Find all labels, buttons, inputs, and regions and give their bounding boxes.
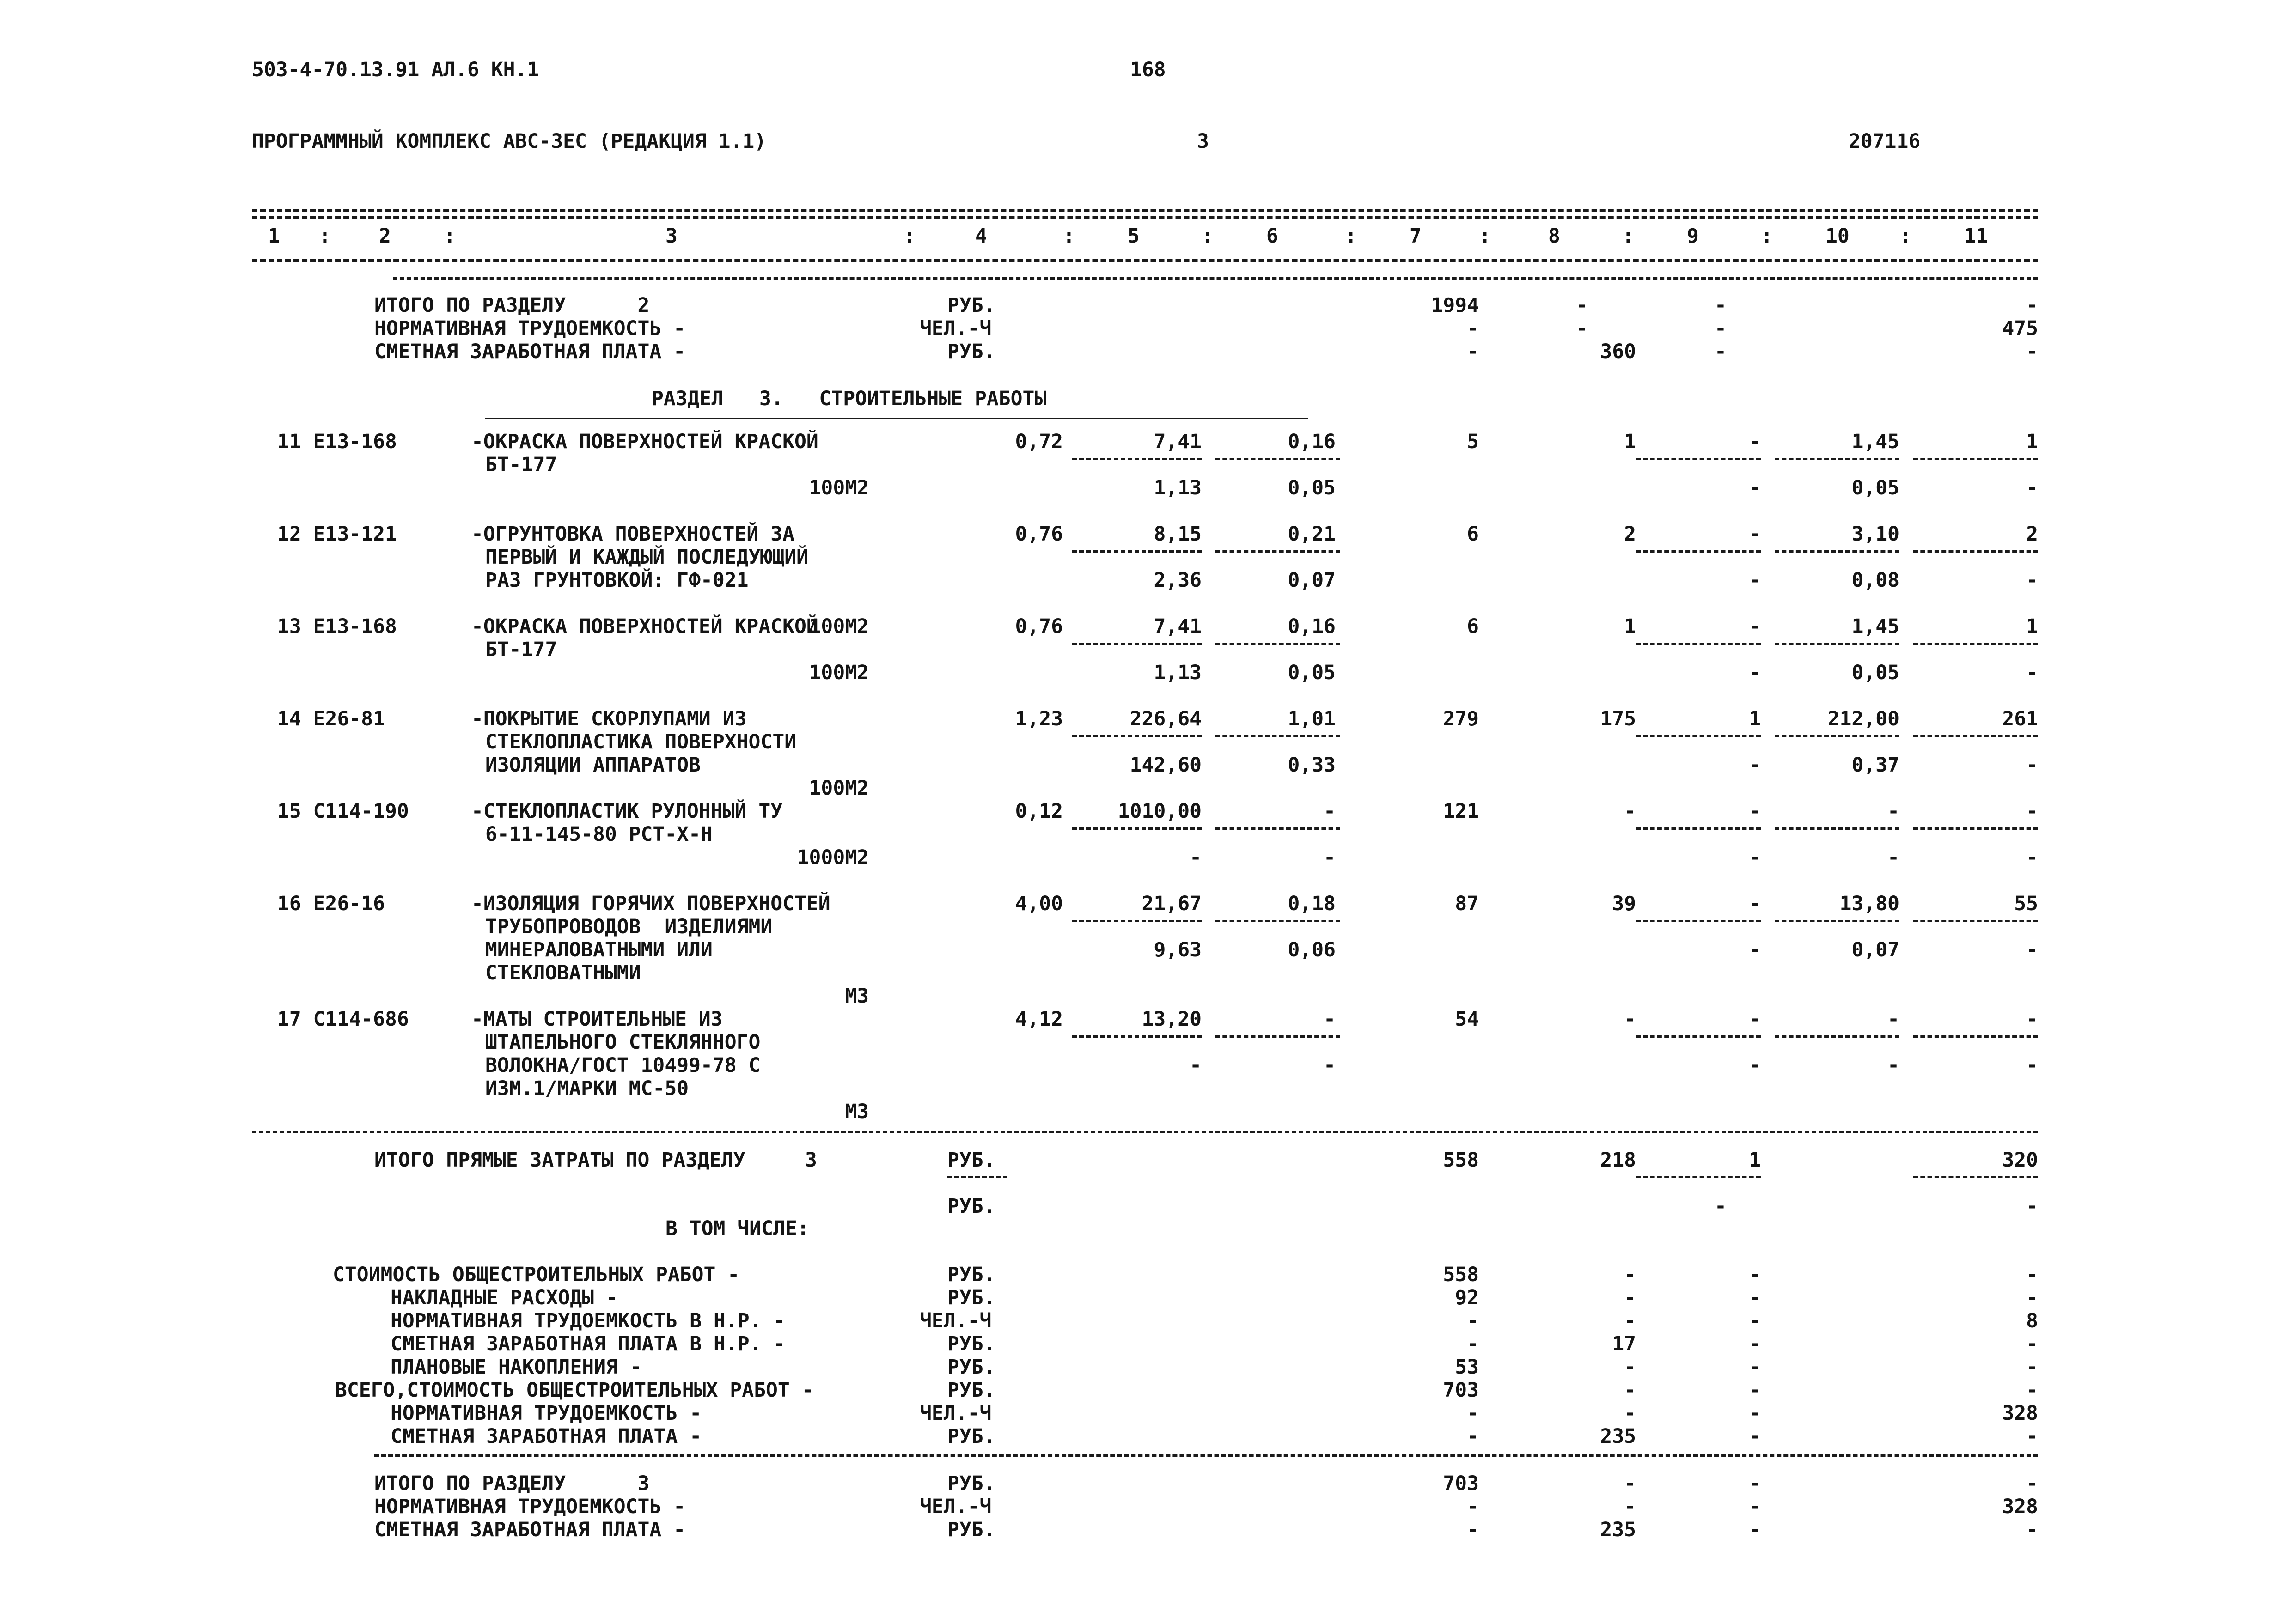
col-header: 9 [1687,225,1699,248]
subtotal-rule [1072,827,1202,830]
row-total: 54 [1455,1008,1479,1031]
subtotal-rule [1913,550,2038,553]
row-quantity: 4,12 [1015,1008,1063,1031]
subtotal-rule [1913,920,2038,922]
row-unit-price-b: - [1190,846,1202,869]
row-c11b: - [2026,661,2038,684]
row-description: -ИЗОЛЯЦИЯ ГОРЯЧИХ ПОВЕРХНОСТЕЙ [471,892,830,915]
row-description: СТЕКЛОПЛАСТИКА ПОВЕРХНОСТИ [485,730,797,754]
row-unit-wage: 0,16 [1288,430,1336,453]
row-quantity: 0,72 [1015,430,1063,453]
row-description: БТ-177 [485,638,557,661]
final-line-label: СМЕТНАЯ ЗАРАБОТНАЯ ПЛАТА - [374,1518,686,1541]
row-unit: 100М2 [809,661,869,684]
subtotal-rule [1775,550,1899,553]
row-description: -ОКРАСКА ПОВЕРХНОСТЕЙ КРАСКОЙ [471,430,818,453]
row-unit-wage-b: - [1324,846,1336,869]
row-quantity: 4,00 [1015,892,1063,915]
direct-c11: 320 [2002,1149,2038,1172]
row-total: 121 [1443,800,1479,823]
row-c10: 13,80 [1839,892,1899,915]
prev-total-label: ИТОГО ПО РАЗДЕЛУ 2 [374,294,650,317]
direct-c11-rule [1913,1176,2038,1178]
row-c10b: 0,05 [1851,661,1899,684]
row-c9b: - [1749,938,1761,961]
row-unit-price: 21,67 [1142,892,1202,915]
row-unit-price: 13,20 [1142,1008,1202,1031]
prev-labor-c11: 475 [2002,317,2038,340]
row-quantity: 0,12 [1015,800,1063,823]
row-description: СТЕКЛОВАТНЫМИ [485,961,641,985]
col-separator: : [1761,225,1773,248]
final-line-unit: ЧЕЛ.-Ч [920,1495,992,1518]
row-unit-price-b: 2,36 [1154,569,1202,592]
row-total: 6 [1467,523,1479,546]
row-unit-wage-b: - [1324,1054,1336,1077]
row-description: МИНЕРАЛОВАТНЫМИ ИЛИ [485,938,713,961]
row-total: 279 [1443,707,1479,730]
row-c9: - [1749,1008,1761,1031]
including-label: В ТОМ ЧИСЛЕ: [665,1217,809,1240]
subtotal-rule [1215,1035,1340,1038]
breakdown-line-unit: РУБ. [947,1356,995,1379]
subtotal-rule [1636,827,1761,830]
row-c11: 1 [2026,430,2038,453]
rule-final-top [374,1454,2038,1457]
breakdown-line-c9: - [1749,1379,1761,1402]
breakdown-line-c11: - [2026,1332,2038,1356]
breakdown-line-c9: - [1749,1332,1761,1356]
subtotal-rule [1072,458,1202,460]
row-description: РАЗ ГРУНТОВКОЙ: ГФ-021 [485,569,749,592]
row-c11: - [2026,1008,2038,1031]
direct-c9-rule [1636,1176,1761,1178]
breakdown-line-c8: - [1624,1402,1636,1425]
breakdown-line-label: НОРМАТИВНАЯ ТРУДОЕМКОСТЬ - [391,1402,702,1425]
row-c11b: - [2026,846,2038,869]
subtotal-rule [1215,643,1340,645]
subtotal-rule [1636,735,1761,737]
breakdown-line-c8: - [1624,1356,1636,1379]
prev-total-c11: - [2026,294,2038,317]
breakdown-line-c8: 17 [1612,1332,1636,1356]
final-line-c7: - [1467,1518,1479,1541]
subtotal-rule [1913,735,2038,737]
row-c9b: - [1749,846,1761,869]
row-c11: 261 [2002,707,2038,730]
breakdown-line-c11: 8 [2026,1309,2038,1332]
subtotal-rule [1072,735,1202,737]
subtotal-rule [1913,643,2038,645]
breakdown-line-label: ВСЕГО,СТОИМОСТЬ ОБЩЕСТРОИТЕЛЬНЫХ РАБОТ - [335,1379,814,1402]
final-line-c11: - [2026,1518,2038,1541]
sheet-number: 3 [1197,130,1209,153]
row-description: -ОКРАСКА ПОВЕРХНОСТЕЙ КРАСКОЙ [471,615,818,638]
row-unit-price: 226,64 [1129,707,1202,730]
breakdown-line-label: СМЕТНАЯ ЗАРАБОТНАЯ ПЛАТА В Н.Р. - [391,1332,786,1356]
subtotal-rule [1636,643,1761,645]
col-separator: : [319,225,331,248]
row-c9: - [1749,523,1761,546]
row-unit-price: 7,41 [1154,430,1202,453]
row-code: 15 С114-190 [277,800,409,823]
subtotal-rule [1072,1035,1202,1038]
col-header: 7 [1410,225,1422,248]
row-unit-wage: - [1324,800,1336,823]
breakdown-line-label: СМЕТНАЯ ЗАРАБОТНАЯ ПЛАТА - [391,1425,702,1448]
row-unit-price-b: 142,60 [1129,754,1202,777]
breakdown-line-c7: 558 [1443,1263,1479,1286]
direct-c9b: - [1715,1195,1727,1218]
prev-wage-c7: - [1467,340,1479,363]
row-description: ПЕРВЫЙ И КАЖДЫЙ ПОСЛЕДУЮЩИЙ [485,546,808,569]
row-c10b: 0,07 [1851,938,1899,961]
row-c9: 1 [1749,707,1761,730]
col-header: 1 [268,225,280,248]
final-line-unit: РУБ. [947,1518,995,1541]
row-c9b: - [1749,1054,1761,1077]
subtotal-rule [1775,827,1899,830]
row-description: -ОГРУНТОВКА ПОВЕРХНОСТЕЙ ЗА [471,523,794,546]
row-c10: - [1887,800,1899,823]
row-unit-price-b: 1,13 [1154,661,1202,684]
row-unit-wage-b: 0,05 [1288,476,1336,499]
prev-wage-c11: - [2026,340,2038,363]
row-unit-price: 7,41 [1154,615,1202,638]
row-description: ВОЛОКНА/ГОСТ 10499-78 С [485,1054,761,1077]
direct-c8: 218 [1600,1149,1636,1172]
subtotal-rule [1215,735,1340,737]
row-unit: 100М2 [809,615,869,638]
final-line-label: НОРМАТИВНАЯ ТРУДОЕМКОСТЬ - [374,1495,686,1518]
breakdown-line-c9: - [1749,1286,1761,1309]
rule-direct-top [252,1131,2038,1133]
breakdown-line-unit: РУБ. [947,1286,995,1309]
prev-wage-c8: 360 [1600,340,1636,363]
breakdown-line-c7: - [1467,1402,1479,1425]
final-line-c7: - [1467,1495,1479,1518]
breakdown-line-c7: - [1467,1332,1479,1356]
col-separator: : [444,225,456,248]
breakdown-line-unit: РУБ. [947,1425,995,1448]
final-line-label: ИТОГО ПО РАЗДЕЛУ 3 [374,1472,650,1495]
col-separator: : [904,225,916,248]
subtotal-rule [1636,458,1761,460]
direct-c11b: - [2026,1195,2038,1218]
row-wage-total: 1 [1624,430,1636,453]
row-description: ИЗМ.1/МАРКИ МС-50 [485,1077,689,1100]
row-unit-wage-b: 0,06 [1288,938,1336,961]
subtotal-rule [1636,1035,1761,1038]
row-unit-wage: 0,16 [1288,615,1336,638]
final-line-c8: - [1624,1495,1636,1518]
breakdown-line-c9: - [1749,1425,1761,1448]
row-description: -СТЕКЛОПЛАСТИК РУЛОННЫЙ ТУ [471,800,783,823]
row-description: 6-11-145-80 РСТ-Х-Н [485,823,713,846]
row-unit: М3 [845,1100,869,1123]
row-c11b: - [2026,569,2038,592]
row-c10b: 0,08 [1851,569,1899,592]
rule-top [252,209,2038,212]
subtotal-rule [1775,458,1899,460]
row-unit: 100М2 [809,777,869,800]
row-quantity: 0,76 [1015,615,1063,638]
row-c11b: - [2026,476,2038,499]
prev-labor-c8: - [1576,317,1588,340]
row-unit-wage: 0,18 [1288,892,1336,915]
breakdown-line-label: НОРМАТИВНАЯ ТРУДОЕМКОСТЬ В Н.Р. - [391,1309,786,1332]
row-unit: М3 [845,985,869,1008]
row-total: 87 [1455,892,1479,915]
subtotal-rule [1775,1035,1899,1038]
program-title: ПРОГРАММНЫЙ КОМПЛЕКС АВС-3ЕС (РЕДАКЦИЯ 1.1) [252,130,767,153]
prev-wage-unit: РУБ. [947,340,995,363]
subtotal-rule [1775,735,1899,737]
prev-total-unit: РУБ. [947,294,995,317]
row-c9: - [1749,615,1761,638]
row-unit: 1000М2 [797,846,869,869]
row-total: 5 [1467,430,1479,453]
col-separator: : [1899,225,1911,248]
col-separator: : [1345,225,1357,248]
prev-labor-c9: - [1715,317,1727,340]
col-header: 4 [975,225,987,248]
direct-label: ИТОГО ПРЯМЫЕ ЗАТРАТЫ ПО РАЗДЕЛУ 3 [374,1149,817,1172]
row-c11: - [2026,800,2038,823]
subtotal-rule [1215,458,1340,460]
row-unit-wage: 0,21 [1288,523,1336,546]
final-line-c7: 703 [1443,1472,1479,1495]
subtotal-rule [1072,920,1202,922]
breakdown-line-label: СТОИМОСТЬ ОБЩЕСТРОИТЕЛЬНЫХ РАБОТ - [333,1263,740,1286]
row-c10: 212,00 [1827,707,1899,730]
final-line-c8: 235 [1600,1518,1636,1541]
row-description: -ПОКРЫТИЕ СКОРЛУПАМИ ИЗ [471,707,747,730]
row-c10b: 0,37 [1851,754,1899,777]
col-header: 5 [1128,225,1140,248]
section-title: РАЗДЕЛ 3. СТРОИТЕЛЬНЫЕ РАБОТЫ [652,387,1047,410]
final-line-c9: - [1749,1518,1761,1541]
row-c10b: - [1887,846,1899,869]
col-header: 3 [665,225,678,248]
final-line-c8: - [1624,1472,1636,1495]
direct-unit: РУБ. [947,1149,995,1172]
subtotal-rule [1913,458,2038,460]
prev-labor-label: НОРМАТИВНАЯ ТРУДОЕМКОСТЬ - [374,317,686,340]
subtotal-rule [1215,827,1340,830]
col-separator: : [1479,225,1491,248]
subtotal-rule [1215,550,1340,553]
final-line-c9: - [1749,1472,1761,1495]
row-description: БТ-177 [485,453,557,476]
breakdown-line-c7: 703 [1443,1379,1479,1402]
row-c11b: - [2026,754,2038,777]
row-code: 11 Е13-168 [277,430,397,453]
col-header: 11 [1964,225,1988,248]
row-wage-total: 39 [1612,892,1636,915]
breakdown-line-c8: 235 [1600,1425,1636,1448]
breakdown-line-c11: 328 [2002,1402,2038,1425]
breakdown-line-unit: ЧЕЛ.-Ч [920,1402,992,1425]
col-separator: : [1063,225,1075,248]
row-c10b: - [1887,1054,1899,1077]
row-quantity: 1,23 [1015,707,1063,730]
breakdown-line-unit: ЧЕЛ.-Ч [920,1309,992,1332]
breakdown-line-c8: - [1624,1379,1636,1402]
row-c10: 1,45 [1851,615,1899,638]
prev-total-c8: - [1576,294,1588,317]
breakdown-line-c7: - [1467,1309,1479,1332]
row-c10: 3,10 [1851,523,1899,546]
breakdown-line-c8: - [1624,1309,1636,1332]
breakdown-line-c8: - [1624,1263,1636,1286]
col-header: 8 [1548,225,1560,248]
prev-wage-c9: - [1715,340,1727,363]
breakdown-line-label: НАКЛАДНЫЕ РАСХОДЫ - [391,1286,618,1309]
col-header: 10 [1825,225,1850,248]
breakdown-line-c7: - [1467,1425,1479,1448]
breakdown-line-c11: - [2026,1356,2038,1379]
page-number: 168 [1130,58,1166,81]
section-title-underline [485,414,1308,420]
row-unit-wage-b: 0,05 [1288,661,1336,684]
document-code: 503-4-70.13.91 АЛ.6 КН.1 [252,58,539,81]
row-c10: 1,45 [1851,430,1899,453]
subtotal-rule [1775,643,1899,645]
subtotal-rule [1913,827,2038,830]
prev-labor-c7: - [1467,317,1479,340]
row-unit-price-b: - [1190,1054,1202,1077]
breakdown-line-c11: - [2026,1425,2038,1448]
breakdown-line-c11: - [2026,1263,2038,1286]
row-c11b: - [2026,938,2038,961]
subtotal-rule [1775,920,1899,922]
breakdown-line-c8: - [1624,1286,1636,1309]
subtotal-rule [1215,920,1340,922]
row-c10b: 0,05 [1851,476,1899,499]
breakdown-line-unit: РУБ. [947,1263,995,1286]
row-unit-price: 8,15 [1154,523,1202,546]
row-c9: - [1749,430,1761,453]
subtotal-rule [1913,1035,2038,1038]
row-unit-price-b: 1,13 [1154,476,1202,499]
row-c9b: - [1749,754,1761,777]
prev-total-c9: - [1715,294,1727,317]
direct-unit-rule [947,1176,1007,1178]
row-wage-total: 175 [1600,707,1636,730]
row-c9b: - [1749,661,1761,684]
prev-total-c7: 1994 [1431,294,1479,317]
col-separator: : [1622,225,1634,248]
breakdown-line-c9: - [1749,1402,1761,1425]
row-code: 16 Е26-16 [277,892,385,915]
row-c11: 55 [2014,892,2038,915]
breakdown-line-c11: - [2026,1379,2038,1402]
row-code: 14 Е26-81 [277,707,385,730]
breakdown-line-c9: - [1749,1356,1761,1379]
row-wage-total: - [1624,1008,1636,1031]
subtotal-rule [1072,550,1202,553]
col-header: 2 [379,225,391,248]
row-unit-wage-b: 0,07 [1288,569,1336,592]
breakdown-line-unit: РУБ. [947,1332,995,1356]
row-description: ШТАПЕЛЬНОГО СТЕКЛЯННОГО [485,1031,761,1054]
row-code: 12 Е13-121 [277,523,397,546]
row-c9b: - [1749,569,1761,592]
direct-unit-2: РУБ. [947,1195,995,1218]
subtotal-rule [1636,550,1761,553]
breakdown-line-unit: РУБ. [947,1379,995,1402]
rule-header-bottom [252,259,2038,262]
breakdown-line-c9: - [1749,1263,1761,1286]
row-c9: - [1749,800,1761,823]
row-code: 17 С114-686 [277,1008,409,1031]
row-unit-price: 1010,00 [1117,800,1202,823]
row-description: ТРУБОПРОВОДОВ ИЗДЕЛИЯМИ [485,915,773,938]
row-unit-wage: 1,01 [1288,707,1336,730]
prev-wage-label: СМЕТНАЯ ЗАРАБОТНАЯ ПЛАТА - [374,340,686,363]
final-line-c11: - [2026,1472,2038,1495]
row-quantity: 0,76 [1015,523,1063,546]
breakdown-line-label: ПЛАНОВЫЕ НАКОПЛЕНИЯ - [391,1356,642,1379]
final-line-c9: - [1749,1495,1761,1518]
col-header: 6 [1266,225,1278,248]
final-line-c11: 328 [2002,1495,2038,1518]
row-unit-price-b: 9,63 [1154,938,1202,961]
subtotal-rule [1072,643,1202,645]
breakdown-line-c11: - [2026,1286,2038,1309]
final-line-unit: РУБ. [947,1472,995,1495]
row-total: 6 [1467,615,1479,638]
document-id: 207116 [1849,130,1921,153]
breakdown-line-c9: - [1749,1309,1761,1332]
row-code: 13 Е13-168 [277,615,397,638]
row-c10: - [1887,1008,1899,1031]
row-wage-total: 1 [1624,615,1636,638]
subtotal-rule [1636,920,1761,922]
breakdown-line-c7: 92 [1455,1286,1479,1309]
breakdown-line-c7: 53 [1455,1356,1479,1379]
rule-top-2 [252,216,2038,219]
direct-c7: 558 [1443,1149,1479,1172]
row-c11: 2 [2026,523,2038,546]
row-wage-total: - [1624,800,1636,823]
row-unit-wage: - [1324,1008,1336,1031]
row-description: ИЗОЛЯЦИИ АППАРАТОВ [485,754,701,777]
col-separator: : [1202,225,1214,248]
row-c11: 1 [2026,615,2038,638]
rule-prev-total [393,277,2038,280]
row-wage-total: 2 [1624,523,1636,546]
row-description: -МАТЫ СТРОИТЕЛЬНЫЕ ИЗ [471,1008,723,1031]
row-c11b: - [2026,1054,2038,1077]
prev-labor-unit: ЧЕЛ.-Ч [920,317,992,340]
row-unit-wage-b: 0,33 [1288,754,1336,777]
row-unit: 100М2 [809,476,869,499]
row-c9: - [1749,892,1761,915]
row-c9b: - [1749,476,1761,499]
direct-c9: 1 [1749,1149,1761,1172]
